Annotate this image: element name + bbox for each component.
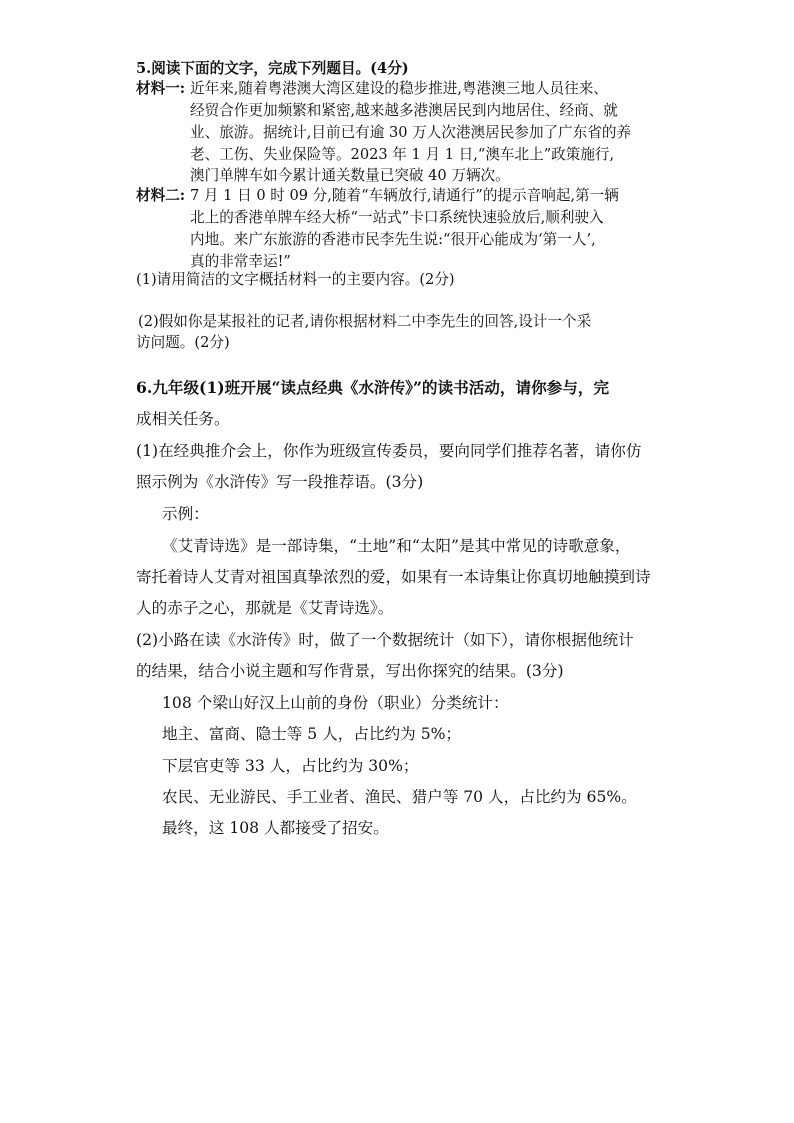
material2-line: 7 月 1 日 0 时 09 分,随着“车辆放行,请通行”的提示音响起,第一辆 [190,187,619,204]
example-text: 寄托着诗人艾青对祖国真挚浓烈的爱，如果有一本诗集让你真切地触摸到诗 [136,568,651,586]
q5-subquestion-1: (1)请用简洁的文字概括材料一的主要内容。(2分) [136,271,455,288]
example-label: 示例： [162,505,209,523]
material1-label: 材料一: [136,80,186,97]
q6-intro-cont: 成相关任务。 [136,410,230,428]
material1-line: 澳门单牌车如今累计通关数量已突破 40 万辆次。 [190,167,510,184]
material2-label: 材料二: [136,187,186,204]
material2-line: 真的非常幸运!” [190,253,291,270]
stats-line: 最终，这 108 人都接受了招安。 [162,819,389,837]
stats-line: 108 个梁山好汉上山前的身份（职业）分类统计： [162,694,509,712]
q6-task-2-cont: 的结果，结合小说主题和写作背景，写出你探究的结果。(3分) [136,662,564,680]
example-text: 《艾青诗选》是一部诗集，“土地”和“太阳”是其中常见的诗歌意象， [162,537,631,555]
stats-line: 地主、富商、隐士等 5 人，占比约为 5%； [162,725,462,743]
q6-task-1: (1)在经典推介会上，你作为班级宣传委员，要向同学们推荐名著，请你仿 [136,442,642,460]
q5-subquestion-2-cont: 访问题。(2分) [136,334,230,351]
material1-line: 经贸合作更加频繁和紧密,越来越多港澳居民到内地居住、经商、就 [190,102,618,119]
stats-line: 下层官吏等 33 人，占比约为 30%； [162,757,419,775]
material1-line: 老、工伤、失业保险等。2023 年 1 月 1 日,“澳车北上”政策施行, [190,146,615,163]
stats-line: 农民、无业游民、手工业者、渔民、猎户等 70 人，占比约为 65%。 [162,788,637,806]
q5-subquestion-2: (2)假如你是某报社的记者,请你根据材料二中李先生的回答,设计一个采 [138,313,592,330]
material1-line: 近年来,随着粤港澳大湾区建设的稳步推进,粤港澳三地人员往来、 [190,80,608,97]
q5-title: 5.阅读下面的文字，完成下列题目。(4分) [136,60,409,77]
material1-line: 业、旅游。据统计,目前已有逾 30 万人次港澳居民参加了广东省的养 [190,124,632,141]
q6-intro: 6.九年级(1)班开展“读点经典《水浒传》”的读书活动，请你参与，完 [136,378,610,397]
example-text: 人的赤子之心，那就是《艾青诗选》。 [136,599,394,617]
q6-task-1-cont: 照示例为《水浒传》写一段推荐语。(3分) [136,473,424,491]
material2-line: 北上的香港单牌车经大桥“一站式”卡口系统快速验放后,顺利驶入 [190,209,604,226]
material2-line: 内地。来广东旅游的香港市民李先生说:“很开心能成为‘第一人’, [190,231,596,248]
q6-task-2: (2)小路在读《水浒传》时，做了一个数据统计（如下），请你根据他统计 [136,631,634,649]
